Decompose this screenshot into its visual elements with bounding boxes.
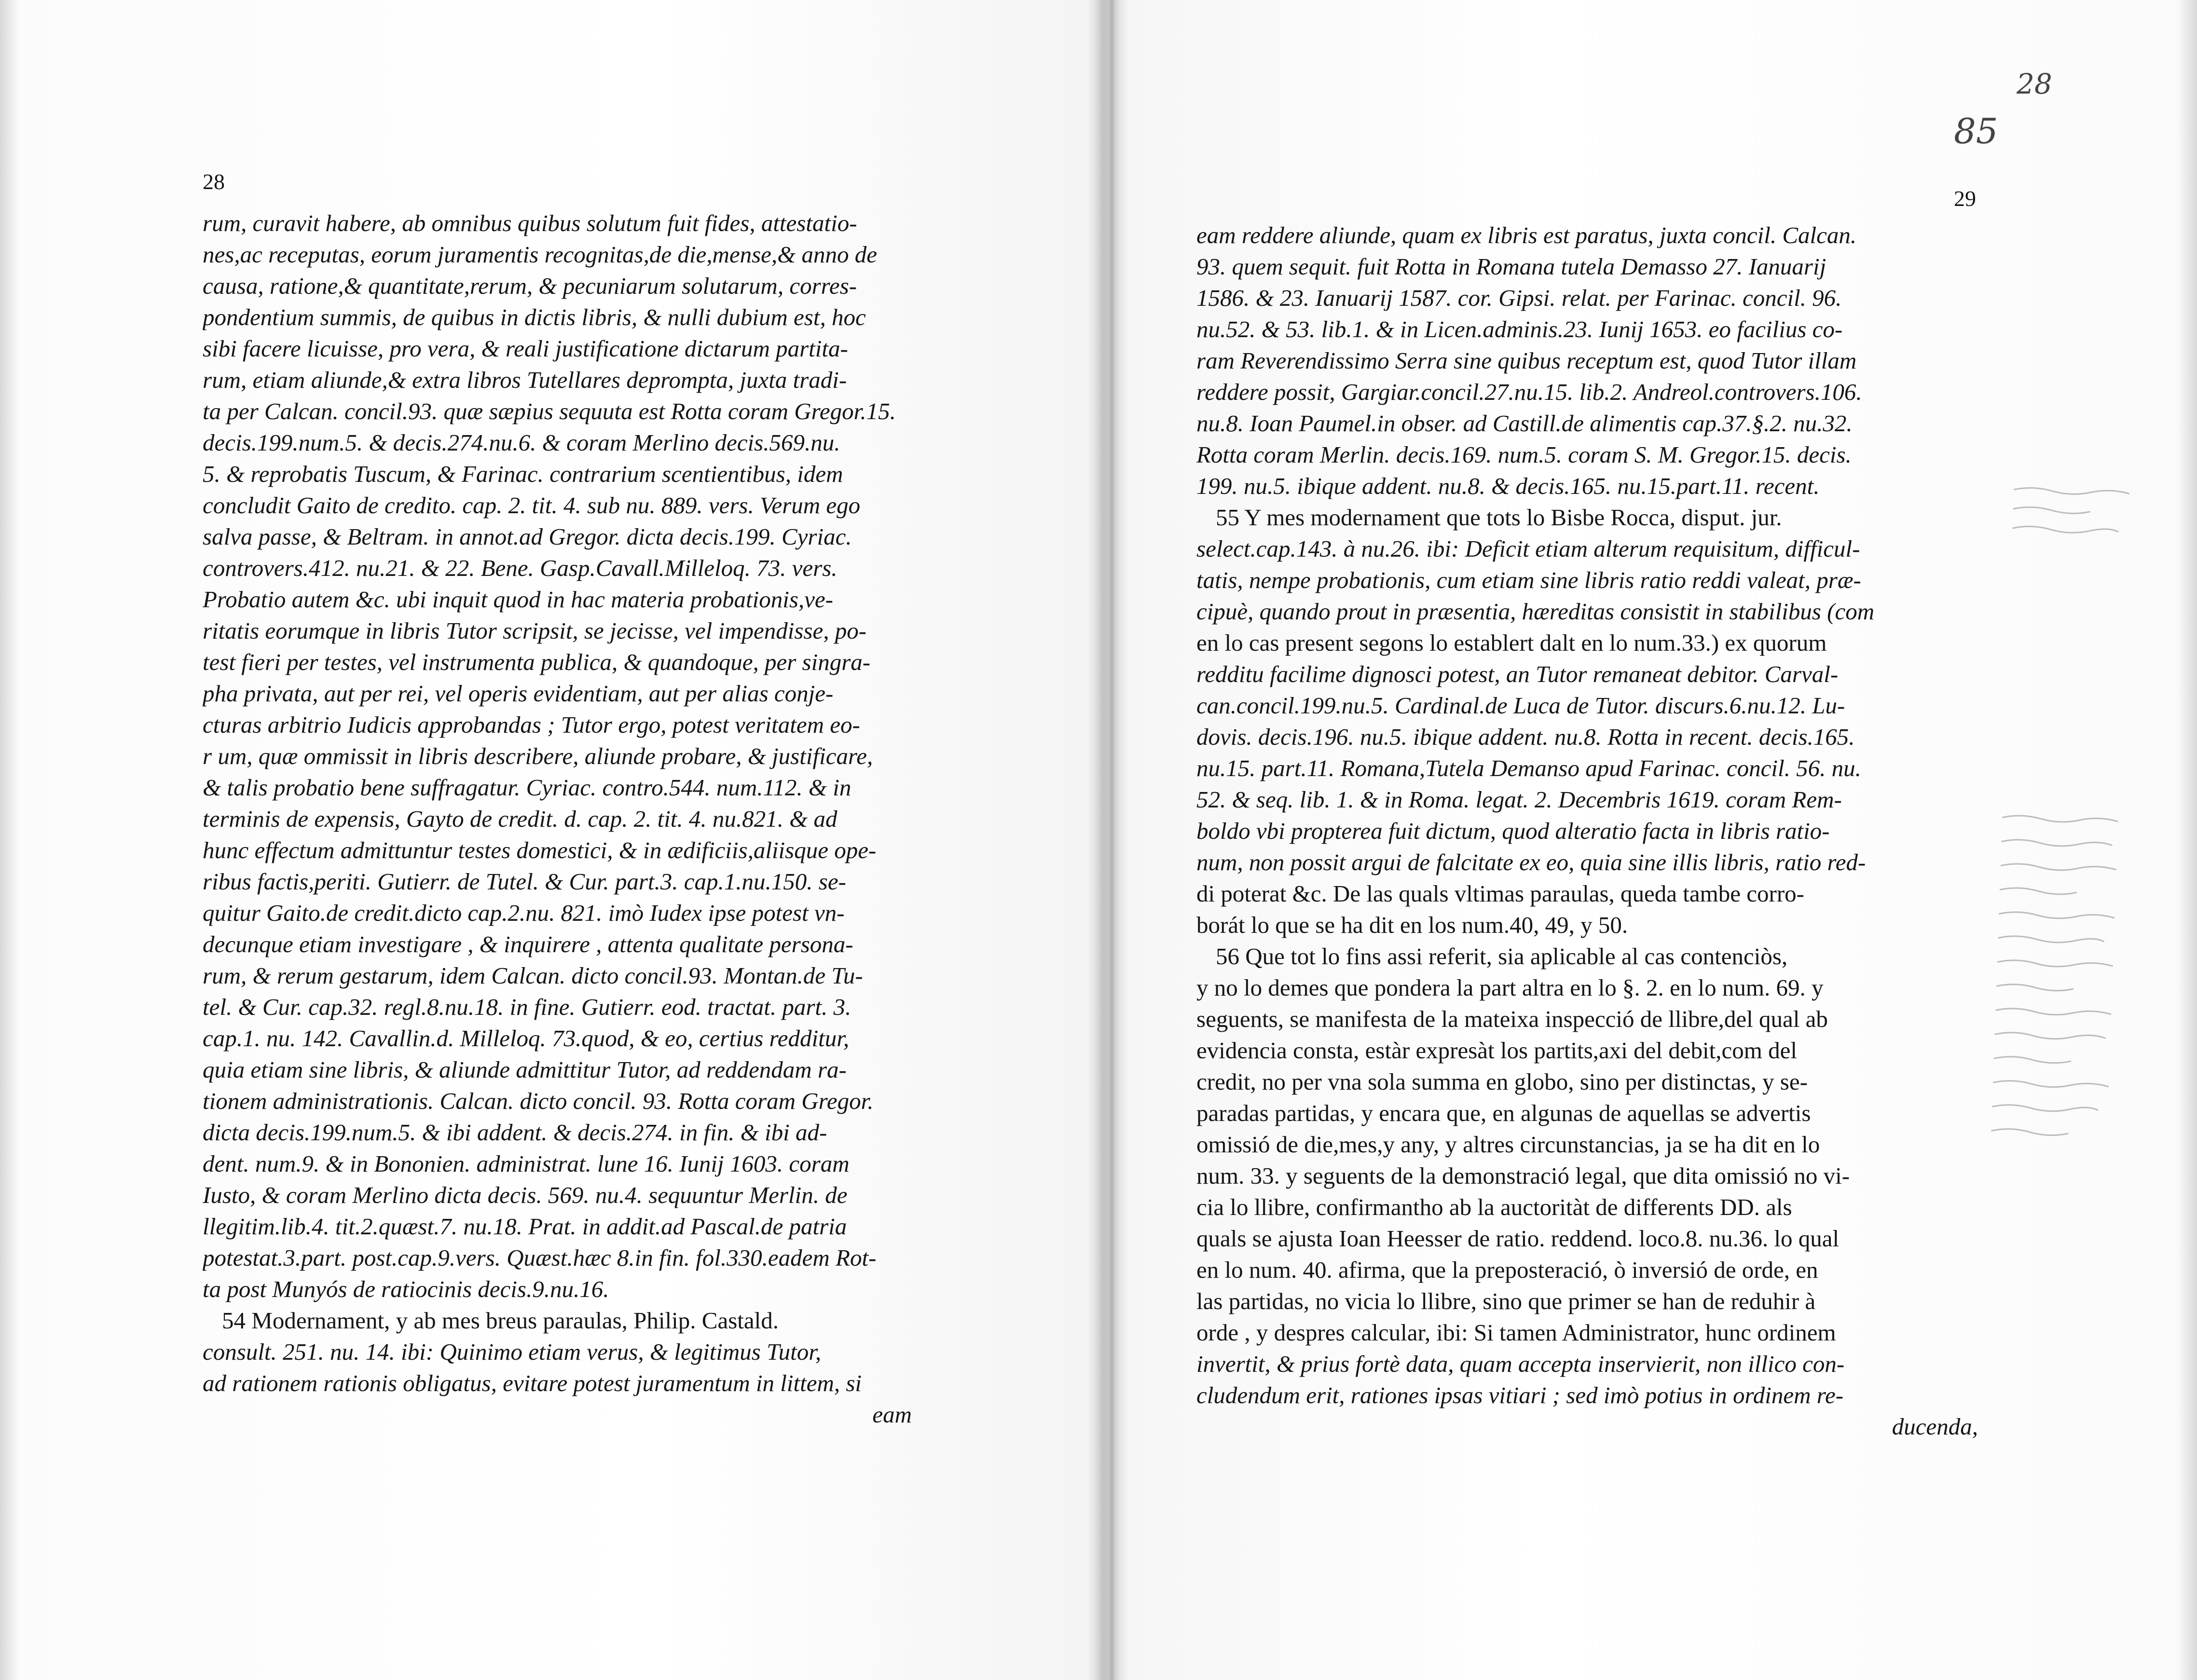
text-line: tel. & Cur. cap.32. regl.8.nu.18. in fine. Gutierr. eod. tractat. part. 3.	[203, 994, 851, 1020]
text-line: 56 Que tot lo fins assi referit, sia aplicable al cas contenciòs,	[1216, 943, 1788, 970]
text-line: 54 Modernament, y ab mes breus paraulas, Philip. Castald.	[222, 1307, 779, 1334]
text-line: dicta decis.199.num.5. & ibi addent. & decis.274. in fin. & ibi ad-	[203, 1119, 827, 1146]
text-line: sibi facere licuisse, pro vera, & reali justificatione dictarum partita-	[203, 335, 848, 362]
text-line: ram Reverendissimo Serra sine quibus receptum est, quod Tutor illam	[1196, 347, 1857, 374]
text-line: r um, quæ ommissit in libris describere, aliunde probare, & justificare,	[203, 743, 873, 769]
text-line: boldo vbi propterea fuit dictum, quod alteratio facta in libris ratio-	[1196, 818, 1830, 844]
text-line: cludendum erit, rationes ipsas vitiari ; sed imò potius in ordinem re-	[1196, 1382, 1844, 1408]
text-line: Iusto, & coram Merlino dicta decis. 569. nu.4. sequuntur Merlin. de	[203, 1182, 848, 1208]
text-line: ducenda,	[1892, 1413, 1978, 1440]
folio-annotation-main: 85	[1954, 111, 1998, 151]
text-line: ta per Calcan. concil.93. quæ sæpius sequuta est Rotta coram Gregor.15.	[203, 398, 896, 424]
text-line: nu.15. part.11. Romana,Tutela Demanso apud Farinac. concil. 56. nu.	[1196, 755, 1861, 781]
text-line: cia lo llibre, confirmantho ab la auctoritàt de differents DD. als	[1196, 1194, 1792, 1220]
text-line: paradas partidas, y encara que, en algunas de aquellas se advertis	[1196, 1100, 1811, 1126]
text-line: omissió de die,mes,y any, y altres circunstancias, ja se ha dit en lo	[1196, 1131, 1820, 1158]
text-line: cturas arbitrio Iudicis approbandas ; Tutor ergo, potest veritatem eo-	[203, 711, 860, 738]
text-line: reddere possit, Gargiar.concil.27.nu.15. lib.2. Andreol.controvers.106.	[1196, 379, 1862, 405]
text-line: can.concil.199.nu.5. Cardinal.de Luca de Tutor. discurs.6.nu.12. Lu-	[1196, 692, 1845, 719]
text-line: Probatio autem &c. ubi inquit quod in hac materia probationis,ve-	[203, 586, 833, 613]
text-line: invertit, & prius fortè data, quam accepta inservierit, non illico con-	[1196, 1351, 1845, 1377]
text-line: credit, no per vna sola summa en globo, sino per distinctas, y se-	[1196, 1068, 1808, 1095]
text-line: test fieri per testes, vel instrumenta publica, & quandoque, per singra-	[203, 649, 871, 675]
text-line: Rotta coram Merlin. decis.169. num.5. coram S. M. Gregor.15. decis.	[1196, 441, 1852, 468]
text-line: 1586. & 23. Ianuarij 1587. cor. Gipsi. relat. per Farinac. concil. 96.	[1196, 285, 1842, 311]
right-page-edge	[2178, 0, 2197, 1680]
text-line: terminis de expensis, Gayto de credit. d. cap. 2. tit. 4. nu.821. & ad	[203, 806, 838, 832]
text-line: 199. nu.5. ibique addent. nu.8. & decis.165. nu.15.part.11. recent.	[1196, 473, 1820, 499]
text-line: ad rationem rationis obligatus, evitare potest juramentum in littem, si	[203, 1370, 862, 1396]
text-line: ribus factis,periti. Gutierr. de Tutel. & Cur. part.3. cap.1.nu.150. se-	[203, 868, 846, 895]
folio-annotation-top: 28	[2017, 68, 2052, 100]
text-line: eam	[872, 1401, 912, 1428]
text-line: quia etiam sine libris, & aliunde admittitur Tutor, ad reddendam ra-	[203, 1056, 847, 1083]
text-line: pondentium summis, de quibus in dictis libris, & nulli dubium est, hoc	[203, 304, 866, 330]
left-page-number: 28	[203, 169, 225, 194]
text-line: potestat.3.part. post.cap.9.vers. Quæst.hæc 8.in fin. fol.330.eadem Rot-	[203, 1244, 877, 1271]
text-line: 93. quem sequit. fuit Rotta in Romana tutela Demasso 27. Ianuarij	[1196, 253, 1826, 280]
text-line: dent. num.9. & in Bononien. administrat. lune 16. Iunij 1603. coram	[203, 1150, 850, 1177]
text-line: cipuè, quando prout in præsentia, hæreditas consistit in stabilibus (com	[1196, 598, 1875, 625]
text-line: quals se ajusta Ioan Heesser de ratio. reddend. loco.8. nu.36. lo qual	[1196, 1225, 1840, 1252]
left-page-edge	[0, 0, 19, 1680]
text-line: rum, curavit habere, ab omnibus quibus solutum fuit fides, attestatio-	[203, 210, 857, 236]
text-line: en lo num. 40. afirma, que la preposteració, ò inversió de orde, en	[1196, 1257, 1818, 1283]
text-line: redditu facilime dignosci potest, an Tutor remaneat debitor. Carval-	[1196, 661, 1839, 687]
text-line: nu.52. & 53. lib.1. & in Licen.adminis.23. Iunij 1653. eo facilius co-	[1196, 316, 1843, 342]
text-line: y no lo demes que pondera la part altra en lo §. 2. en lo num. 69. y	[1196, 974, 1824, 1001]
text-line: causa, ratione,& quantitate,rerum, & pecuniarum solutarum, corres-	[203, 273, 857, 299]
text-line: di poterat &c. De las quals vltimas paraulas, queda tambe corro-	[1196, 880, 1804, 907]
text-line: seguents, se manifesta de la mateixa inspecció de llibre,del qual ab	[1196, 1006, 1828, 1032]
text-line: rum, & rerum gestarum, idem Calcan. dicto concil.93. Montan.de Tu-	[203, 962, 863, 989]
text-line: concludit Gaito de credito. cap. 2. tit. 4. sub nu. 889. vers. Verum ego	[203, 492, 861, 519]
left-page-text	[203, 207, 912, 1430]
text-line: borát lo que se ha dit en los num.40, 49, y 50.	[1196, 912, 1628, 938]
text-line: nes,ac receputas, eorum juramentis recognitas,de die,mense,& anno de	[203, 241, 878, 268]
text-line: orde , y despres calcular, ibi: Si tamen Administrator, hunc ordinem	[1196, 1319, 1836, 1346]
text-line: tionem administrationis. Calcan. dicto concil. 93. Rotta coram Gregor.	[203, 1088, 874, 1114]
text-line: select.cap.143. à nu.26. ibi: Deficit etiam alterum requisitum, difficul-	[1196, 535, 1860, 562]
text-line: eam reddere aliunde, quam ex libris est paratus, juxta concil. Calcan.	[1196, 222, 1857, 248]
text-line: 5. & reprobatis Tuscum, & Farinac. contrarium scentientibus, idem	[203, 461, 843, 487]
text-line: 55 Y mes modernament que tots lo Bisbe Rocca, disput. jur.	[1216, 504, 1782, 531]
margin-handwriting	[1985, 480, 2163, 1165]
text-line: 52. & seq. lib. 1. & in Roma. legat. 2. Decembris 1619. coram Rem-	[1196, 786, 1842, 813]
text-line: decis.199.num.5. & decis.274.nu.6. & coram Merlino decis.569.nu.	[203, 429, 840, 456]
text-line: llegitim.lib.4. tit.2.quæst.7. nu.18. Prat. in addit.ad Pascal.de patria	[203, 1213, 847, 1240]
text-line: en lo cas present segons lo establert dalt en lo num.33.) ex quorum	[1196, 629, 1827, 656]
text-line: dovis. decis.196. nu.5. ibique addent. nu.8. Rotta in recent. decis.165.	[1196, 724, 1855, 750]
text-line: cap.1. nu. 142. Cavallin.d. Milleloq. 73.quod, & eo, certius redditur,	[203, 1025, 850, 1052]
book-gutter	[1095, 0, 1129, 1680]
text-line: ritatis eorumque in libris Tutor scripsit, se jecisse, vel impendisse, po-	[203, 617, 867, 644]
text-line: pha privata, aut per rei, vel operis evidentiam, aut per alias conje-	[203, 680, 834, 707]
text-line: rum, etiam aliunde,& extra libros Tutellares deprompta, juxta tradi-	[203, 367, 847, 393]
text-line: & talis probatio bene suffragatur. Cyriac. contro.544. num.112. & in	[203, 774, 851, 801]
text-line: controvers.412. nu.21. & 22. Bene. Gasp.Cavall.Milleloq. 73. vers.	[203, 555, 838, 581]
text-line: ta post Munyós de ratiocinis decis.9.nu.16.	[203, 1276, 609, 1302]
text-line: decunque etiam investigare , & inquirere , attenta qualitate persona-	[203, 931, 853, 957]
text-line: quitur Gaito.de credit.dicto cap.2.nu. 821. imò Iudex ipse potest vn-	[203, 900, 845, 926]
right-page-number: 29	[1954, 186, 1976, 211]
text-line: las partidas, no vicia lo llibre, sino que primer se han de reduhir à	[1196, 1288, 1816, 1314]
text-line: hunc effectum admittuntur testes domestici, & in ædificiis,aliisque ope-	[203, 837, 877, 863]
faded-marginalia-icon	[1986, 480, 2164, 1160]
text-line: nu.8. Ioan Paumel.in obser. ad Castill.de alimentis cap.37.§.2. nu.32.	[1196, 410, 1853, 437]
text-line: consult. 251. nu. 14. ibi: Quinimo etiam verus, & legitimus Tutor,	[203, 1339, 822, 1365]
text-line: salva passe, & Beltram. in annot.ad Gregor. dicta decis.199. Cyriac.	[203, 523, 852, 550]
text-line: num. 33. y seguents de la demonstració legal, que dita omissió no vi-	[1196, 1162, 1850, 1189]
text-line: tatis, nempe probationis, cum etiam sine libris ratio reddi valeat, præ-	[1196, 567, 1861, 593]
text-line: evidencia consta, estàr expresàt los partits,axi del debit,com del	[1196, 1037, 1797, 1064]
right-page-text	[1196, 219, 1978, 1442]
text-line: num, non possit argui de falcitate ex eo, quia sine illis libris, ratio red-	[1196, 849, 1866, 875]
